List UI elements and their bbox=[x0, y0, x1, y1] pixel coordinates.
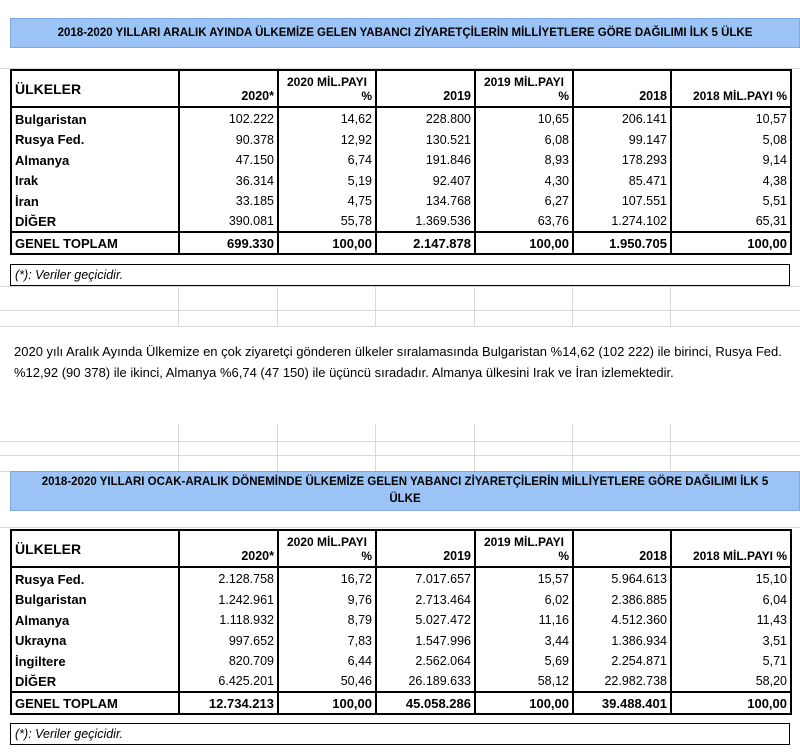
value-2019: 26.189.633 bbox=[376, 672, 475, 693]
total-label: GENEL TOPLAM bbox=[11, 692, 179, 714]
value-2020: 997.652 bbox=[179, 631, 278, 652]
value-2019: 1.547.996 bbox=[376, 631, 475, 652]
country-cell: Bulgaristan bbox=[11, 590, 179, 611]
grid-col bbox=[474, 287, 475, 327]
total-share-2018: 100,00 bbox=[671, 232, 791, 254]
value-2019: 130.521 bbox=[376, 130, 475, 151]
header-2020-share: 2020 MİL.PAYI % bbox=[278, 530, 376, 567]
header-2018: 2018 bbox=[573, 70, 671, 107]
value-2018: 178.293 bbox=[573, 150, 671, 171]
share-2019: 11,16 bbox=[475, 610, 573, 631]
table-row bbox=[11, 651, 791, 672]
table-row bbox=[11, 569, 791, 590]
country-cell: Irak bbox=[11, 171, 179, 192]
share-2019: 8,93 bbox=[475, 150, 573, 171]
value-2019: 5.027.472 bbox=[376, 610, 475, 631]
value-2018: 5.964.613 bbox=[573, 569, 671, 590]
summary-paragraph: 2020 yılı Aralık Ayında Ülkemize en çok ziyaretçi gönderen ülkeler sıralamasında Bulgaristan %14,62 (102 222) ile birinci, Rusya Fed. %12,92 (90 378) ile ikinci, Almanya %6,74 (47 150) ile üçüncü sıradadır. Almanya ülkesini Irak ve İran izlemektedir. bbox=[14, 341, 790, 383]
value-2018: 4.512.360 bbox=[573, 610, 671, 631]
country-cell: Almanya bbox=[11, 610, 179, 631]
value-2020: 390.081 bbox=[179, 212, 278, 233]
header-2018: 2018 bbox=[573, 530, 671, 567]
table-row bbox=[11, 109, 791, 130]
grid-col bbox=[178, 287, 179, 327]
share-2018: 9,14 bbox=[671, 150, 791, 171]
table-row bbox=[11, 610, 791, 631]
value-2018: 1.274.102 bbox=[573, 212, 671, 233]
value-2020: 2.128.758 bbox=[179, 569, 278, 590]
value-2020: 6.425.201 bbox=[179, 672, 278, 693]
share-2018: 58,20 bbox=[671, 672, 791, 693]
share-2019: 4,30 bbox=[475, 171, 573, 192]
total-2018: 1.950.705 bbox=[573, 232, 671, 254]
grid-row bbox=[0, 510, 800, 528]
value-2020: 820.709 bbox=[179, 651, 278, 672]
share-2020: 9,76 bbox=[278, 590, 376, 611]
value-2020: 1.118.932 bbox=[179, 610, 278, 631]
total-share-2018: 100,00 bbox=[671, 692, 791, 714]
value-2020: 102.222 bbox=[179, 109, 278, 130]
header-2019-share: 2019 MİL.PAYI % bbox=[475, 70, 573, 107]
share-2019: 6,27 bbox=[475, 191, 573, 212]
table-row bbox=[11, 631, 791, 652]
share-2018: 3,51 bbox=[671, 631, 791, 652]
grid-row bbox=[0, 287, 800, 311]
share-2020: 8,79 bbox=[278, 610, 376, 631]
share-2019: 6,02 bbox=[475, 590, 573, 611]
country-cell: Almanya bbox=[11, 150, 179, 171]
header-2019: 2019 bbox=[376, 70, 475, 107]
share-2018: 10,57 bbox=[671, 109, 791, 130]
total-2018: 39.488.401 bbox=[573, 692, 671, 714]
country-cell: İngiltere bbox=[11, 651, 179, 672]
grid-col bbox=[277, 287, 278, 327]
grid-col bbox=[375, 424, 376, 472]
value-2018: 2.254.871 bbox=[573, 651, 671, 672]
total-2019: 2.147.878 bbox=[376, 232, 475, 254]
share-2019: 10,65 bbox=[475, 109, 573, 130]
country-cell: DİĞER bbox=[11, 212, 179, 233]
total-share-2020: 100,00 bbox=[278, 692, 376, 714]
header-2018-share: 2018 MİL.PAYI % bbox=[671, 530, 791, 567]
grid-row bbox=[0, 424, 800, 442]
grid-row bbox=[0, 311, 800, 327]
country-cell: Ukrayna bbox=[11, 631, 179, 652]
value-2018: 107.551 bbox=[573, 191, 671, 212]
grid-col bbox=[572, 287, 573, 327]
share-2018: 15,10 bbox=[671, 569, 791, 590]
value-2019: 7.017.657 bbox=[376, 569, 475, 590]
total-row bbox=[11, 232, 791, 254]
value-2018: 99.147 bbox=[573, 130, 671, 151]
value-2018: 85.471 bbox=[573, 171, 671, 192]
share-2020: 55,78 bbox=[278, 212, 376, 233]
share-2019: 3,44 bbox=[475, 631, 573, 652]
share-2019: 5,69 bbox=[475, 651, 573, 672]
value-2020: 36.314 bbox=[179, 171, 278, 192]
section1-note: (*): Veriler geçicidir. bbox=[10, 264, 790, 286]
table-row bbox=[11, 130, 791, 151]
total-2019: 45.058.286 bbox=[376, 692, 475, 714]
header-country: ÜLKELER bbox=[11, 70, 179, 107]
share-2020: 5,19 bbox=[278, 171, 376, 192]
table-header-row bbox=[11, 530, 791, 567]
value-2020: 90.378 bbox=[179, 130, 278, 151]
table-header-row bbox=[11, 70, 791, 107]
value-2019: 2.713.464 bbox=[376, 590, 475, 611]
grid-col bbox=[277, 424, 278, 472]
value-2018: 22.982.738 bbox=[573, 672, 671, 693]
share-2020: 50,46 bbox=[278, 672, 376, 693]
table-row bbox=[11, 191, 791, 212]
grid-col bbox=[670, 287, 671, 327]
country-cell: Bulgaristan bbox=[11, 109, 179, 130]
value-2020: 47.150 bbox=[179, 150, 278, 171]
grid-col bbox=[670, 424, 671, 472]
share-2020: 6,74 bbox=[278, 150, 376, 171]
total-label: GENEL TOPLAM bbox=[11, 232, 179, 254]
value-2019: 228.800 bbox=[376, 109, 475, 130]
country-cell: Rusya Fed. bbox=[11, 569, 179, 590]
share-2019: 63,76 bbox=[475, 212, 573, 233]
section2-note: (*): Veriler geçicidir. bbox=[10, 723, 790, 745]
country-cell: DİĞER bbox=[11, 672, 179, 693]
table-row bbox=[11, 150, 791, 171]
header-2019-share: 2019 MİL.PAYI % bbox=[475, 530, 573, 567]
value-2020: 33.185 bbox=[179, 191, 278, 212]
grid-col bbox=[572, 424, 573, 472]
share-2020: 16,72 bbox=[278, 569, 376, 590]
country-cell: İran bbox=[11, 191, 179, 212]
share-2020: 6,44 bbox=[278, 651, 376, 672]
header-2020-share: 2020 MİL.PAYI % bbox=[278, 70, 376, 107]
share-2020: 14,62 bbox=[278, 109, 376, 130]
share-2018: 5,71 bbox=[671, 651, 791, 672]
value-2018: 206.141 bbox=[573, 109, 671, 130]
share-2019: 6,08 bbox=[475, 130, 573, 151]
value-2019: 92.407 bbox=[376, 171, 475, 192]
header-country: ÜLKELER bbox=[11, 530, 179, 567]
grid-row bbox=[0, 47, 800, 69]
value-2020: 1.242.961 bbox=[179, 590, 278, 611]
grid-row bbox=[0, 442, 800, 456]
share-2018: 65,31 bbox=[671, 212, 791, 233]
total-row bbox=[11, 692, 791, 714]
section1-title: 2018-2020 YILLARI ARALIK AYINDA ÜLKEMİZE GELEN YABANCI ZİYARETÇİLERİN MİLLİYETLERE GÖRE DAĞILIMI İLK 5 ÜLKE bbox=[10, 18, 800, 48]
total-share-2019: 100,00 bbox=[475, 232, 573, 254]
value-2019: 2.562.064 bbox=[376, 651, 475, 672]
grid-row bbox=[0, 456, 800, 472]
share-2018: 4,38 bbox=[671, 171, 791, 192]
total-share-2019: 100,00 bbox=[475, 692, 573, 714]
share-2018: 5,08 bbox=[671, 130, 791, 151]
value-2018: 1.386.934 bbox=[573, 631, 671, 652]
value-2019: 1.369.536 bbox=[376, 212, 475, 233]
total-2020: 699.330 bbox=[179, 232, 278, 254]
share-2018: 5,51 bbox=[671, 191, 791, 212]
december-stats-table bbox=[10, 69, 792, 255]
table-row bbox=[11, 590, 791, 611]
grid-col bbox=[474, 424, 475, 472]
country-cell: Rusya Fed. bbox=[11, 130, 179, 151]
value-2018: 2.386.885 bbox=[573, 590, 671, 611]
share-2018: 6,04 bbox=[671, 590, 791, 611]
share-2020: 7,83 bbox=[278, 631, 376, 652]
share-2018: 11,43 bbox=[671, 610, 791, 631]
total-share-2020: 100,00 bbox=[278, 232, 376, 254]
grid-col bbox=[178, 424, 179, 472]
header-2018-share: 2018 MİL.PAYI % bbox=[671, 70, 791, 107]
section2-title: 2018-2020 YILLARI OCAK-ARALIK DÖNEMİNDE ÜLKEMİZE GELEN YABANCI ZİYARETÇİLERİN MİLLİYETLERE GÖRE DAĞILIMI İLK 5 ÜLKE bbox=[10, 471, 800, 511]
header-2020: 2020* bbox=[179, 530, 278, 567]
share-2020: 12,92 bbox=[278, 130, 376, 151]
annual-stats-table bbox=[10, 529, 792, 715]
share-2020: 4,75 bbox=[278, 191, 376, 212]
header-2019: 2019 bbox=[376, 530, 475, 567]
share-2019: 58,12 bbox=[475, 672, 573, 693]
share-2019: 15,57 bbox=[475, 569, 573, 590]
table-row bbox=[11, 672, 791, 693]
grid-col bbox=[375, 287, 376, 327]
header-2020: 2020* bbox=[179, 70, 278, 107]
table-row bbox=[11, 212, 791, 233]
value-2019: 191.846 bbox=[376, 150, 475, 171]
table-row bbox=[11, 171, 791, 192]
value-2019: 134.768 bbox=[376, 191, 475, 212]
total-2020: 12.734.213 bbox=[179, 692, 278, 714]
